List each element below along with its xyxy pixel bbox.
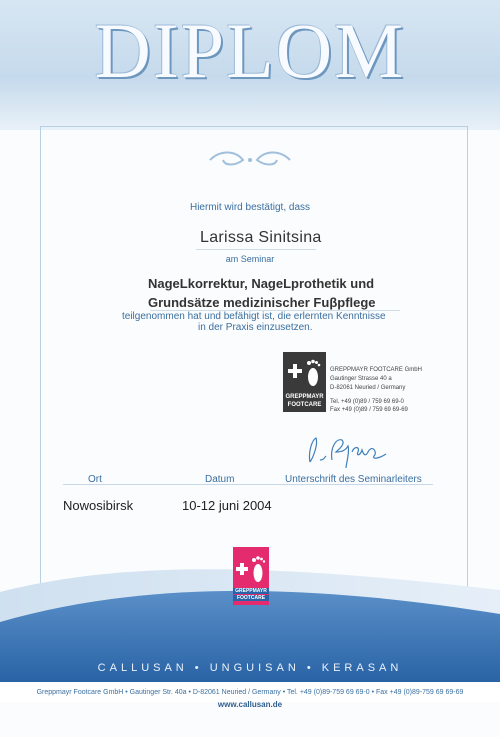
stamp-fax: Fax +49 (0)89 / 759 69 69-69	[330, 407, 408, 413]
stamp-logo-text1: GREPPMAYR	[285, 394, 324, 400]
course-title-line1: NageLkorrektur, NageLprothetik und	[148, 276, 375, 291]
company-stamp-logo	[283, 352, 326, 412]
greppmayr-footcare-logo	[233, 547, 269, 605]
participation-text-line1: teilgenommen hat und befähigt ist, die erlernten Kenntnisse	[122, 311, 386, 322]
seminar-label: am Seminar	[225, 254, 275, 264]
logo-text1: GREPPMAYR	[233, 588, 269, 594]
participant-name: Larissa Sinitsina	[200, 229, 322, 246]
footprint-icon	[304, 358, 322, 388]
stamp-city: D-82061 Neuried / Germany	[330, 385, 406, 391]
footprint-icon	[250, 555, 266, 583]
cross-icon	[288, 364, 302, 378]
certificate-frame	[40, 126, 468, 597]
participation-text-line2: in der Praxis einzusetzen.	[198, 322, 313, 333]
stamp-company: GREPPMAYR FOOTCARE GmbH	[330, 367, 422, 373]
stamp-street: Gautinger Strasse 40 a	[330, 376, 392, 382]
logo-text2: FOOTCARE	[233, 595, 269, 601]
confirmation-text: Hiermit wird bestätigt, dass	[189, 202, 311, 213]
signature-label: Unterschrift des Seminarleiters	[285, 474, 422, 485]
cross-icon	[236, 563, 248, 575]
footer-address: Greppmayr Footcare GmbH • Gautinger Str. 40a • D-82061 Neuried / Germany • Tel. +49 (0)89-759 69 69-0 • Fax +49 (0)89-759 69 69-69	[36, 689, 464, 696]
place-value: Nowosibirsk	[63, 498, 134, 513]
date-label: Datum	[205, 474, 235, 485]
course-title-line2: Grundsätze medizinischer Fuβpflege	[148, 295, 376, 310]
ornament-icon	[205, 150, 295, 170]
diploma-title: DIPLOM	[94, 7, 406, 94]
signature-rule	[63, 484, 433, 485]
name-underline	[196, 249, 316, 250]
handwritten-signature	[302, 430, 392, 470]
place-label: Ort	[88, 474, 102, 485]
stamp-tel: Tel. +49 (0)89 / 759 69 69-0	[330, 399, 404, 405]
brand-names: CALLUSAN • UNGUISAN • KERASAN	[97, 662, 403, 674]
date-value: 10-12 juni 2004	[182, 498, 272, 513]
stamp-logo-text2: FOOTCARE	[287, 402, 322, 408]
website-link[interactable]: www.callusan.de	[217, 700, 283, 709]
